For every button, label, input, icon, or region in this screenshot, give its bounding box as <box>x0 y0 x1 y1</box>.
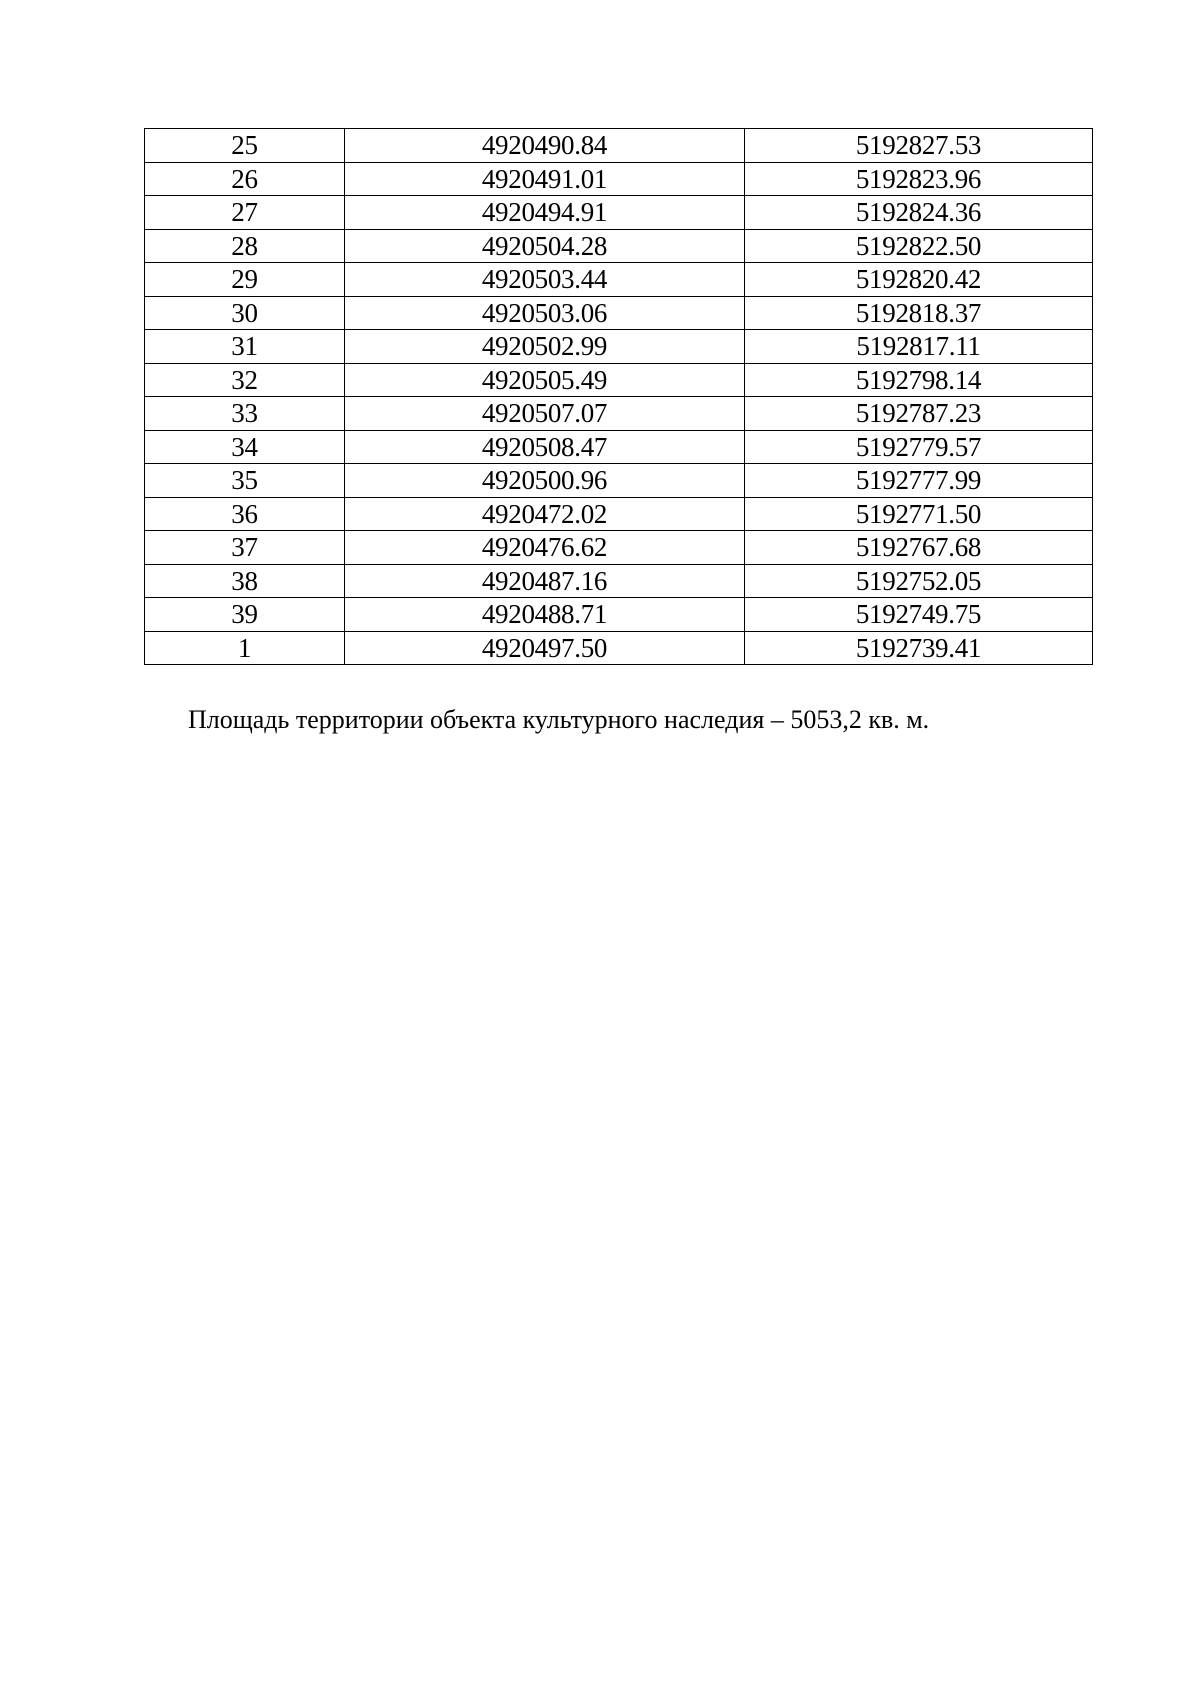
x-coordinate-cell: 4920497.50 <box>345 631 745 665</box>
x-coordinate-cell: 4920494.91 <box>345 196 745 230</box>
point-number-cell: 38 <box>145 564 345 598</box>
point-number-cell: 30 <box>145 296 345 330</box>
y-coordinate-cell: 5192822.50 <box>745 229 1093 263</box>
y-coordinate-cell: 5192779.57 <box>745 430 1093 464</box>
point-number-cell: 34 <box>145 430 345 464</box>
y-coordinate-cell: 5192771.50 <box>745 497 1093 531</box>
y-coordinate-cell: 5192818.37 <box>745 296 1093 330</box>
point-number-cell: 28 <box>145 229 345 263</box>
x-coordinate-cell: 4920503.44 <box>345 263 745 297</box>
table-row <box>145 430 1093 464</box>
x-coordinate-cell: 4920503.06 <box>345 296 745 330</box>
table-row <box>145 531 1093 565</box>
y-coordinate-cell: 5192820.42 <box>745 263 1093 297</box>
table-row <box>145 296 1093 330</box>
y-coordinate-cell: 5192787.23 <box>745 397 1093 431</box>
x-coordinate-cell: 4920488.71 <box>345 598 745 632</box>
x-coordinate-cell: 4920500.96 <box>345 464 745 498</box>
y-coordinate-cell: 5192817.11 <box>745 330 1093 364</box>
x-coordinate-cell: 4920504.28 <box>345 229 745 263</box>
table-row <box>145 162 1093 196</box>
x-coordinate-cell: 4920507.07 <box>345 397 745 431</box>
point-number-cell: 27 <box>145 196 345 230</box>
x-coordinate-cell: 4920487.16 <box>345 564 745 598</box>
table-row <box>145 263 1093 297</box>
y-coordinate-cell: 5192827.53 <box>745 129 1093 163</box>
x-coordinate-cell: 4920476.62 <box>345 531 745 565</box>
point-number-cell: 36 <box>145 497 345 531</box>
table-row <box>145 631 1093 665</box>
table-row <box>145 129 1093 163</box>
point-number-cell: 37 <box>145 531 345 565</box>
table-row <box>145 229 1093 263</box>
point-number-cell: 25 <box>145 129 345 163</box>
table-row <box>145 196 1093 230</box>
table-row <box>145 397 1093 431</box>
table-row <box>145 497 1093 531</box>
point-number-cell: 33 <box>145 397 345 431</box>
table-row <box>145 598 1093 632</box>
point-number-cell: 1 <box>145 631 345 665</box>
y-coordinate-cell: 5192777.99 <box>745 464 1093 498</box>
coordinates-table <box>144 128 1093 665</box>
x-coordinate-cell: 4920491.01 <box>345 162 745 196</box>
area-statement: Площадь территории объекта культурного наследия – 5053,2 кв. м. <box>188 705 930 734</box>
y-coordinate-cell: 5192767.68 <box>745 531 1093 565</box>
x-coordinate-cell: 4920505.49 <box>345 363 745 397</box>
point-number-cell: 39 <box>145 598 345 632</box>
table-row <box>145 464 1093 498</box>
coordinates-table-body <box>145 129 1093 665</box>
point-number-cell: 35 <box>145 464 345 498</box>
y-coordinate-cell: 5192798.14 <box>745 363 1093 397</box>
point-number-cell: 26 <box>145 162 345 196</box>
table-row <box>145 564 1093 598</box>
point-number-cell: 31 <box>145 330 345 364</box>
y-coordinate-cell: 5192752.05 <box>745 564 1093 598</box>
table-row <box>145 330 1093 364</box>
x-coordinate-cell: 4920508.47 <box>345 430 745 464</box>
point-number-cell: 29 <box>145 263 345 297</box>
y-coordinate-cell: 5192824.36 <box>745 196 1093 230</box>
y-coordinate-cell: 5192739.41 <box>745 631 1093 665</box>
y-coordinate-cell: 5192749.75 <box>745 598 1093 632</box>
y-coordinate-cell: 5192823.96 <box>745 162 1093 196</box>
x-coordinate-cell: 4920490.84 <box>345 129 745 163</box>
x-coordinate-cell: 4920502.99 <box>345 330 745 364</box>
point-number-cell: 32 <box>145 363 345 397</box>
x-coordinate-cell: 4920472.02 <box>345 497 745 531</box>
table-row <box>145 363 1093 397</box>
